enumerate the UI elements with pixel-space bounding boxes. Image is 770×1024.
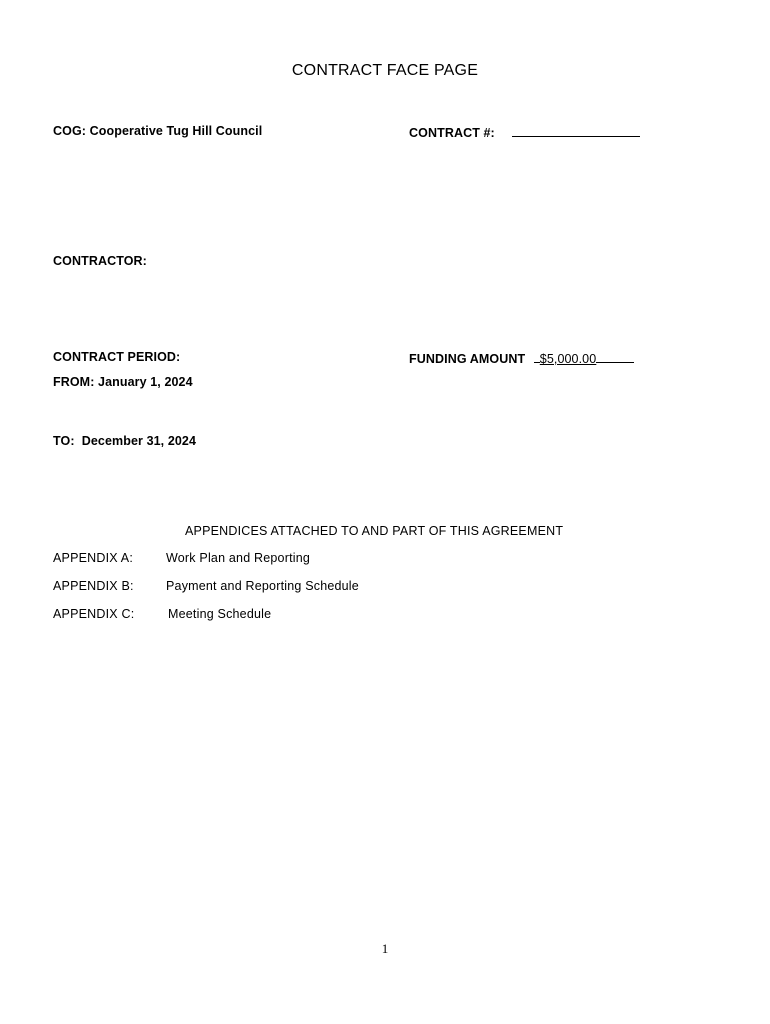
funding-amount-label: FUNDING AMOUNT xyxy=(409,352,526,366)
contract-period-label: CONTRACT PERIOD: xyxy=(53,350,181,364)
period-to: TO: December 31, 2024 xyxy=(53,434,197,448)
funding-amount-field xyxy=(409,350,634,366)
appendix-c-label: APPENDIX C: xyxy=(53,607,135,621)
page-title: CONTRACT FACE PAGE xyxy=(291,62,479,79)
contract-number-field xyxy=(409,124,640,140)
contract-number-blank xyxy=(512,124,640,137)
funding-amount-trail-line xyxy=(596,350,634,363)
appendix-c-title: Meeting Schedule xyxy=(168,607,272,621)
appendix-a-title: Work Plan and Reporting xyxy=(166,551,311,565)
appendix-b-title: Payment and Reporting Schedule xyxy=(166,579,359,593)
page-number: 1 xyxy=(381,941,389,956)
funding-amount-value: $5,000.00 xyxy=(539,352,597,366)
appendix-a-label: APPENDIX A: xyxy=(53,551,134,565)
contract-number-label: CONTRACT #: xyxy=(409,126,495,140)
period-from: FROM: January 1, 2024 xyxy=(53,375,193,389)
cog-name: COG: Cooperative Tug Hill Council xyxy=(53,124,263,138)
appendix-b-label: APPENDIX B: xyxy=(53,579,134,593)
appendices-heading: APPENDICES ATTACHED TO AND PART OF THIS AGREEMENT xyxy=(185,524,564,538)
contractor-label: CONTRACTOR: xyxy=(53,254,147,268)
